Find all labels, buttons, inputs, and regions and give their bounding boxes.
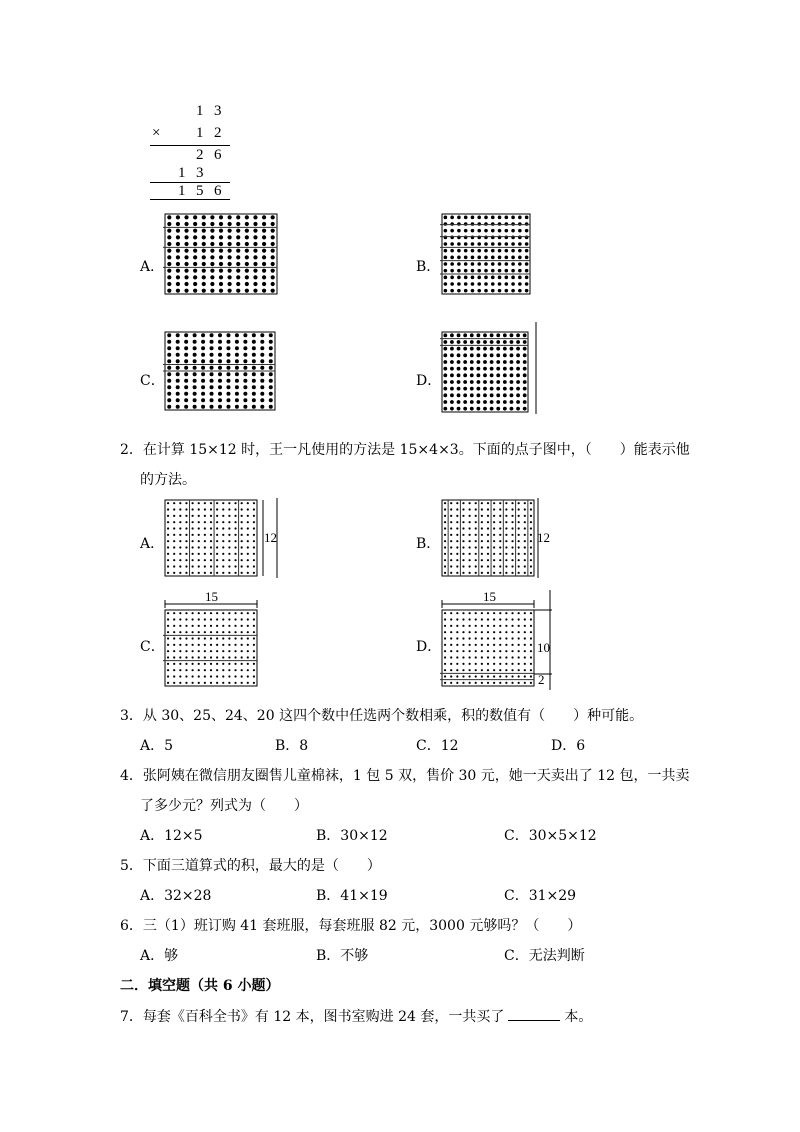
dot-grid-q2-c[interactable] — [163, 596, 263, 688]
dot-grid-q1-c[interactable] — [163, 330, 278, 412]
vm-digit: 2 — [196, 147, 204, 163]
q3-option-a[interactable]: A．5 — [140, 738, 174, 754]
q2-option-d-label[interactable]: D． — [416, 639, 442, 655]
q3-option-b[interactable]: B．8 — [275, 738, 309, 754]
q7-text-before: 7．每套《百科全书》有 12 本，图书室购进 24 套，一共买了 — [120, 1009, 505, 1025]
dot-pattern — [167, 612, 255, 684]
vm-digit: 1 — [196, 103, 204, 119]
dim-label-10: 10 — [537, 640, 550, 655]
q1-option-a-label[interactable]: A． — [140, 259, 165, 275]
q1-option-d-label[interactable]: D． — [416, 373, 442, 389]
vm-digit: 6 — [214, 147, 222, 163]
vm-digit: 6 — [214, 183, 222, 199]
q4-option-a[interactable]: A．12×5 — [140, 828, 203, 844]
q6-text: 6．三（1）班订购 41 套班服，每套班服 82 元，3000 元够吗？（ ） — [120, 918, 582, 934]
vm-line — [150, 145, 230, 146]
q5-option-b[interactable]: B．41×19 — [316, 888, 388, 904]
vm-digit: 3 — [214, 103, 222, 119]
section-heading: 二．填空题（共 6 小题） — [120, 978, 280, 994]
q6-option-c[interactable]: C．无法判断 — [504, 948, 585, 964]
dim-label-15: 15 — [205, 589, 218, 604]
q4-text-line1: 4．张阿姨在微信朋友圈售儿童棉袜，1 包 5 双，售价 30 元，她一天卖出了 12 包，一共卖 — [120, 768, 690, 784]
vm-digit: 5 — [196, 183, 204, 199]
q1-option-c-label[interactable]: C． — [140, 373, 165, 389]
dot-pattern — [167, 502, 255, 574]
dim-label-12: 12 — [264, 530, 277, 545]
q2-option-b-label[interactable]: B． — [416, 536, 441, 552]
dim-label-15: 15 — [483, 589, 496, 604]
dim-label-12: 12 — [537, 530, 550, 545]
q7-text-after: 本。 — [564, 1009, 593, 1025]
vm-digit: 1 — [196, 125, 204, 141]
vm-line — [150, 199, 230, 200]
q3-option-d[interactable]: D．6 — [551, 738, 586, 754]
dot-grid-q1-a[interactable] — [163, 212, 283, 297]
dim-label-2: 2 — [538, 672, 545, 687]
q3-text: 3．从 30、25、24、20 这四个数中任选两个数相乘，积的数值有（ ）种可能。 — [120, 708, 644, 724]
q5-text: 5．下面三道算式的积，最大的是（ ） — [120, 858, 381, 874]
q7-answer-blank[interactable] — [508, 1006, 560, 1021]
q4-option-b[interactable]: B．30×12 — [316, 828, 388, 844]
q4-option-c[interactable]: C．30×5×12 — [504, 828, 597, 844]
vm-digit: 3 — [196, 165, 204, 181]
dot-grid-q1-d[interactable] — [440, 322, 540, 414]
q2-text-line1: 2．在计算 15×12 时，王一凡使用的方法是 15×4×3。下面的点子图中，（ ）能表示他 — [120, 442, 690, 458]
q3-option-c[interactable]: C．12 — [416, 738, 459, 754]
dot-pattern — [444, 216, 529, 293]
q6-option-b[interactable]: B．不够 — [316, 948, 369, 964]
q5-option-c[interactable]: C．31×29 — [504, 888, 577, 904]
q2-text-line2: 的方法。 — [140, 472, 196, 488]
vm-operator: × — [152, 125, 161, 141]
q5-option-a[interactable]: A．32×28 — [140, 888, 212, 904]
dot-pattern — [444, 502, 532, 574]
vm-digit: 1 — [178, 165, 186, 181]
q2-option-a-label[interactable]: A． — [140, 536, 165, 552]
vm-digit: 1 — [178, 183, 186, 199]
vm-digit: 2 — [214, 125, 222, 141]
q4-text-line2: 了多少元？列式为（ ） — [140, 798, 308, 814]
q6-option-a[interactable]: A．够 — [140, 948, 179, 964]
q1-option-b-label[interactable]: B． — [416, 259, 441, 275]
q7-text — [120, 1006, 592, 1027]
dot-grid-q1-b[interactable] — [440, 212, 532, 297]
q2-option-c-label[interactable]: C． — [140, 639, 165, 655]
